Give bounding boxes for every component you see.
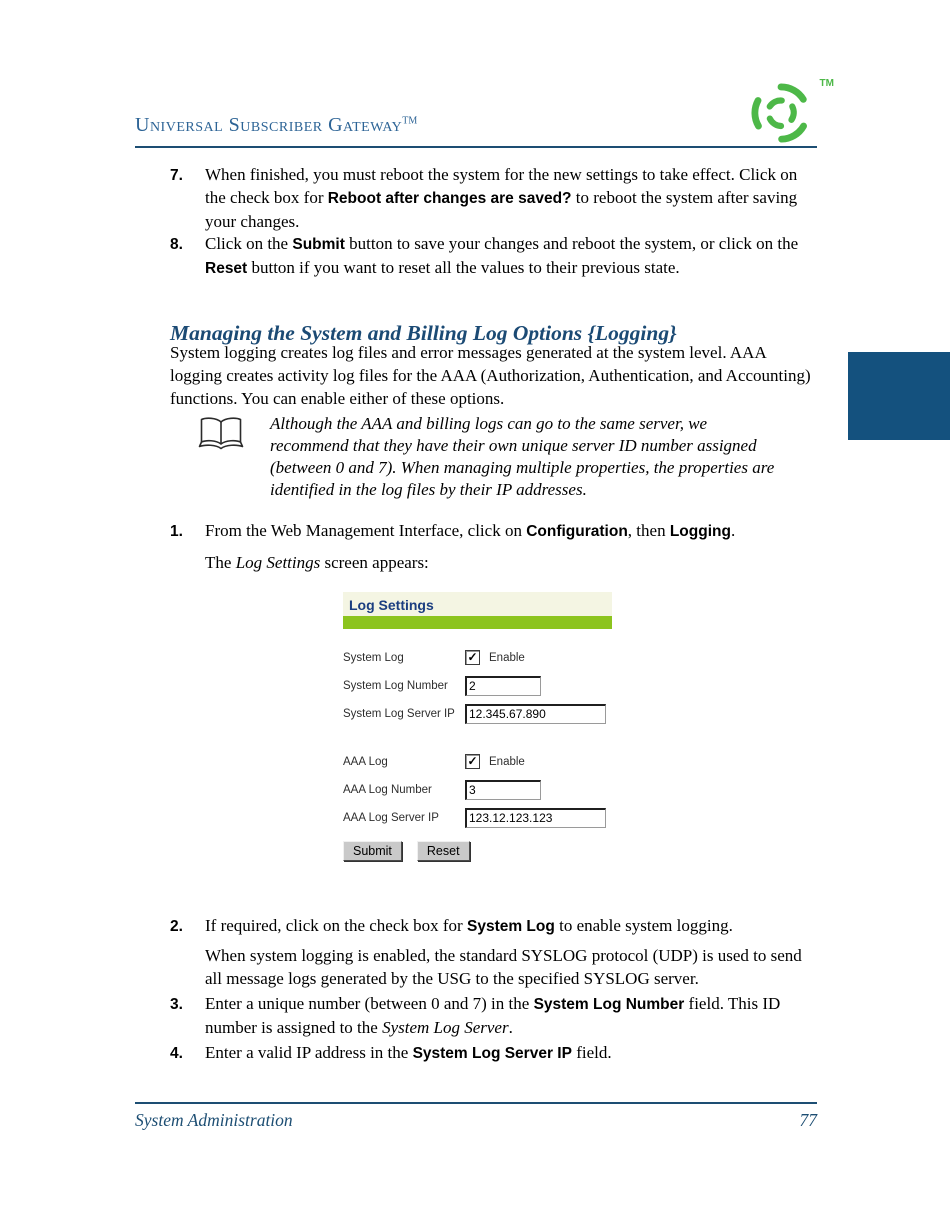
checkbox-label: Enable <box>489 651 525 664</box>
bold-run: Configuration <box>526 523 628 540</box>
aaa-log-server-ip-row <box>343 808 612 827</box>
header-divider <box>135 146 817 148</box>
text-run: From the Web Management Interface, click on <box>205 521 527 540</box>
step-3 <box>170 992 818 1039</box>
aaa-log-server-ip-input[interactable] <box>465 808 606 828</box>
reset-button[interactable]: Reset <box>417 841 470 861</box>
text-run: When finished, you must reboot the system for the new settings to take effect. Click on the check box for <box>205 165 798 207</box>
text-run: to enable system logging. <box>554 916 733 935</box>
aaa-log-number-input[interactable] <box>465 780 541 800</box>
text-run: field. This ID number is assigned to the <box>205 994 781 1037</box>
footer <box>135 1110 817 1131</box>
bold-run: System Log Number <box>533 996 685 1013</box>
step-number: 8. <box>170 236 183 253</box>
trademark-sup: TM <box>402 115 418 127</box>
bold-run: Submit <box>292 236 345 253</box>
italic-run: System Log Server <box>382 1018 509 1037</box>
field-label: System Log Number <box>343 679 448 692</box>
field-label: System Log <box>343 651 404 664</box>
document-title <box>135 114 417 137</box>
text-run: . <box>730 521 736 540</box>
step-1 <box>170 519 818 543</box>
step-text <box>205 163 817 233</box>
system-log-number-row <box>343 676 612 695</box>
step-text <box>205 914 817 938</box>
aaa-log-number-row <box>343 780 612 799</box>
text-run: Enter a valid IP address in the <box>205 1043 413 1062</box>
note-text: Although the AAA and billing logs can go to the same server, we recommend that they have their own unique server ID number assigned (between 0 and 7). When managing multiple properties, the properties are identified in the log files by their IP addresses. <box>270 414 775 499</box>
text-run: to reboot the system after saving your changes. <box>205 188 798 231</box>
green-bar <box>343 616 612 629</box>
system-log-enable-checkbox[interactable] <box>465 650 480 665</box>
checkbox-label: Enable <box>489 755 525 768</box>
text-run: Click on the <box>205 234 293 253</box>
step-text <box>205 519 817 543</box>
form-buttons <box>343 841 612 861</box>
italic-run: Log Settings <box>235 553 321 572</box>
text-run: If required, click on the check box for <box>205 916 467 935</box>
aaa-log-enable-checkbox[interactable] <box>465 754 480 769</box>
note-book-icon <box>197 413 245 458</box>
step-7 <box>170 163 818 233</box>
bold-run: System Log <box>466 918 555 935</box>
panel-title: Log Settings <box>343 592 612 616</box>
step-number: 1. <box>170 523 183 540</box>
field-label: AAA Log <box>343 755 388 768</box>
text-run: field. <box>571 1043 612 1062</box>
submit-button[interactable]: Submit <box>343 841 402 861</box>
section-intro: System logging creates log files and error messages generated at the system level. AAA logging creates activity log files for the AAA (Authorization, Authentication, and Accounting) functions. You can enable either of these options. <box>170 343 811 408</box>
log-settings-screenshot <box>343 592 612 861</box>
field-label: AAA Log Number <box>343 783 432 796</box>
screen-appears-text <box>205 551 817 574</box>
step-4 <box>170 1041 818 1065</box>
footer-page-number: 77 <box>799 1110 817 1130</box>
checkbox-group <box>465 754 525 769</box>
bold-run: System Log Server IP <box>412 1045 572 1062</box>
log-settings-form <box>343 629 612 861</box>
text-run: The <box>205 553 236 572</box>
text-run: button to save your changes and reboot the system, or click on the <box>344 234 799 253</box>
swirl-logo-icon <box>750 82 812 144</box>
field-label: AAA Log Server IP <box>343 811 439 824</box>
bold-run: Reboot after changes are saved? <box>327 190 572 207</box>
system-log-server-ip-row <box>343 704 612 723</box>
step-number: 3. <box>170 996 183 1013</box>
field-label: System Log Server IP <box>343 707 455 720</box>
text-run: Enter a unique number (between 0 and 7) in the <box>205 994 534 1013</box>
system-log-number-input[interactable] <box>465 676 541 696</box>
text-run: screen appears: <box>320 553 429 572</box>
text-run: . <box>508 1018 513 1037</box>
checkbox-group <box>465 650 525 665</box>
step-text <box>205 992 817 1039</box>
system-log-server-ip-input[interactable] <box>465 704 606 724</box>
step-2-paragraph: When system logging is enabled, the standard SYSLOG protocol (UDP) is used to send all message logs generated by the USG to the specified SYSLOG server. <box>205 946 802 988</box>
chapter-edge-tab <box>848 352 950 440</box>
footer-section-name: System Administration <box>135 1110 293 1130</box>
footer-divider <box>135 1102 817 1104</box>
step-8 <box>170 232 818 280</box>
text-run: button if you want to reset all the values to their previous state. <box>247 258 680 277</box>
aaa-log-row <box>343 752 612 771</box>
step-number: 2. <box>170 918 183 935</box>
step-2 <box>170 914 818 938</box>
step-number: 4. <box>170 1045 183 1062</box>
step-text <box>205 232 817 280</box>
logo-trademark: TM <box>819 78 834 89</box>
text-run: , then <box>627 521 670 540</box>
document-title-text: Universal Subscriber Gateway <box>135 114 403 136</box>
step-number: 7. <box>170 167 183 184</box>
system-log-row <box>343 648 612 667</box>
section-heading: Managing the System and Billing Log Options {Logging} <box>170 320 677 345</box>
step-text <box>205 1041 817 1065</box>
bold-run: Reset <box>205 260 248 277</box>
bold-run: Logging <box>669 523 731 540</box>
brand-logo <box>750 78 834 146</box>
